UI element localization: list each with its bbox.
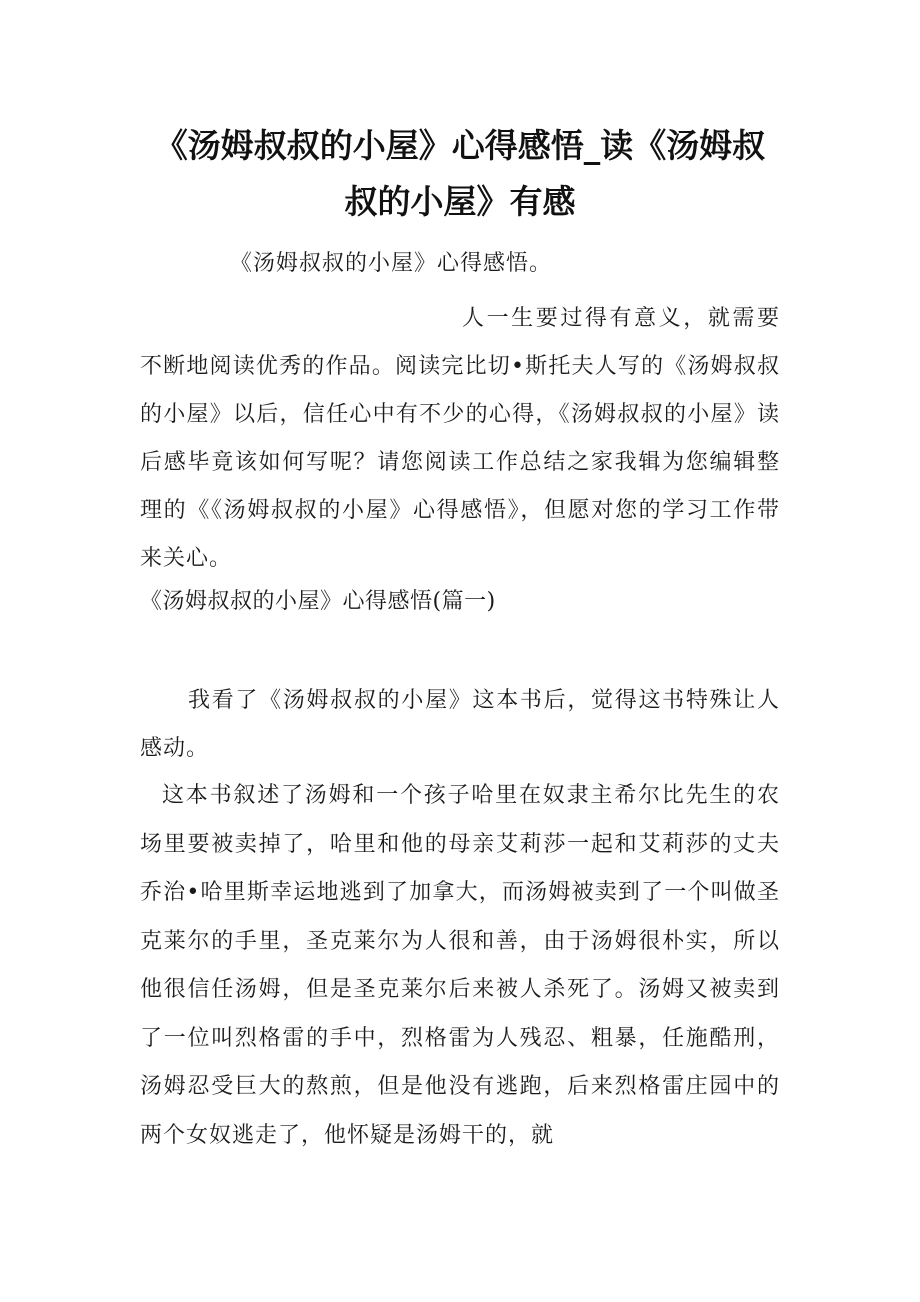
section-heading: 《汤姆叔叔的小屋》心得感悟(篇一) [140,589,496,614]
document-title: 《汤姆叔叔的小屋》心得感悟_读《汤姆叔叔的小屋》有感 [154,126,766,221]
intro-paragraph: 人一生要过得有意义，就需要不断地阅读优秀的作品。阅读完比切•斯托夫人写的《汤姆叔叔的小屋》以后，信任心中有不少的心得，《汤姆叔叔的小屋》读后感毕竟该如何写呢？请您阅读工作总结之家我辑为您编辑整理的《《汤姆叔叔的小屋》心得感悟》，但愿对您的学习工作带来关心。 [140,306,780,571]
body-paragraph-1: 我看了《汤姆叔叔的小屋》这本书后，觉得这书特殊让人感动。 [140,688,780,761]
body-paragraph-2: 这本书叙述了汤姆和一个孩子哈里在奴隶主希尔比先生的农场里要被卖掉了，哈里和他的母亲艾莉莎一起和艾莉莎的丈夫乔治•哈里斯幸运地逃到了加拿大，而汤姆被卖到了一个叫做圣克莱尔的手里，圣克莱尔为人很和善，由于汤姆很朴实，所以他很信任汤姆，但是圣克莱尔后来被人杀死了。汤姆又被卖到了一位叫烈格雷的手中，烈格雷为人残忍、粗暴，任施酷刑，汤姆忍受巨大的熬煎，但是他没有逃跑，后来烈格雷庄园中的两个女奴逃走了，他怀疑是汤姆干的，就 [140,783,780,1148]
document-subtitle: 《汤姆叔叔的小屋》心得感悟。 [230,251,553,276]
